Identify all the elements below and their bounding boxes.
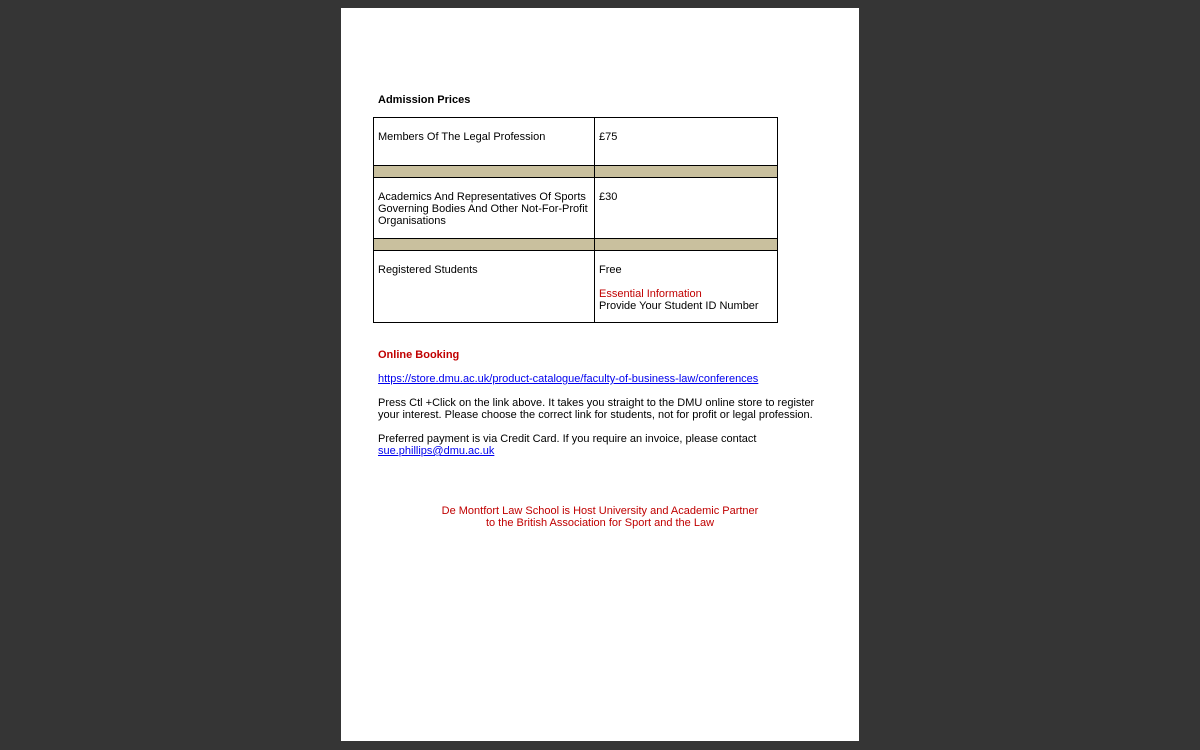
online-store-link[interactable]: https://store.dmu.ac.uk/product-catalogue/faculty-of-business-law/conferences [378, 373, 759, 385]
table-row [374, 178, 778, 239]
price-category-cell: Members Of The Legal Profession [374, 118, 595, 166]
contact-email-link[interactable]: sue.phillips@dmu.ac.uk [378, 445, 495, 457]
essential-information-label: Essential Information [599, 288, 702, 300]
separator-cell [595, 239, 778, 251]
footer-line-1: De Montfort Law School is Host University and Academic Partner [441, 505, 759, 517]
booking-instructions: Press Ctl +Click on the link above. It takes you straight to the DMU online store to register your interest. Please choose the correct link for students, not for profit or legal profession. [378, 397, 815, 421]
separator-row [374, 166, 778, 178]
price-category-cell: Academics And Representatives Of Sports Governing Bodies And Other Not-For-Profit Organisations [374, 178, 595, 239]
price-value-cell: £75 [595, 118, 778, 166]
admission-prices-heading: Admission Prices [378, 94, 471, 106]
price-value: Free [599, 264, 622, 276]
price-value-cell [595, 251, 778, 323]
admission-prices-table [373, 117, 778, 323]
document-page [341, 8, 859, 741]
payment-paragraph [378, 433, 828, 457]
payment-text: Preferred payment is via Credit Card. If you require an invoice, please contact [378, 433, 757, 445]
separator-cell [595, 166, 778, 178]
price-value-cell: £30 [595, 178, 778, 239]
footer-line-2: to the British Association for Sport and the Law [485, 517, 715, 529]
footer-note [341, 505, 859, 529]
price-category-cell: Registered Students [374, 251, 595, 323]
separator-cell [374, 166, 595, 178]
separator-row [374, 239, 778, 251]
online-booking-title: Online Booking [378, 349, 460, 361]
student-id-note: Provide Your Student ID Number [599, 300, 759, 312]
table-row [374, 251, 778, 323]
table-row [374, 118, 778, 166]
separator-cell [374, 239, 595, 251]
